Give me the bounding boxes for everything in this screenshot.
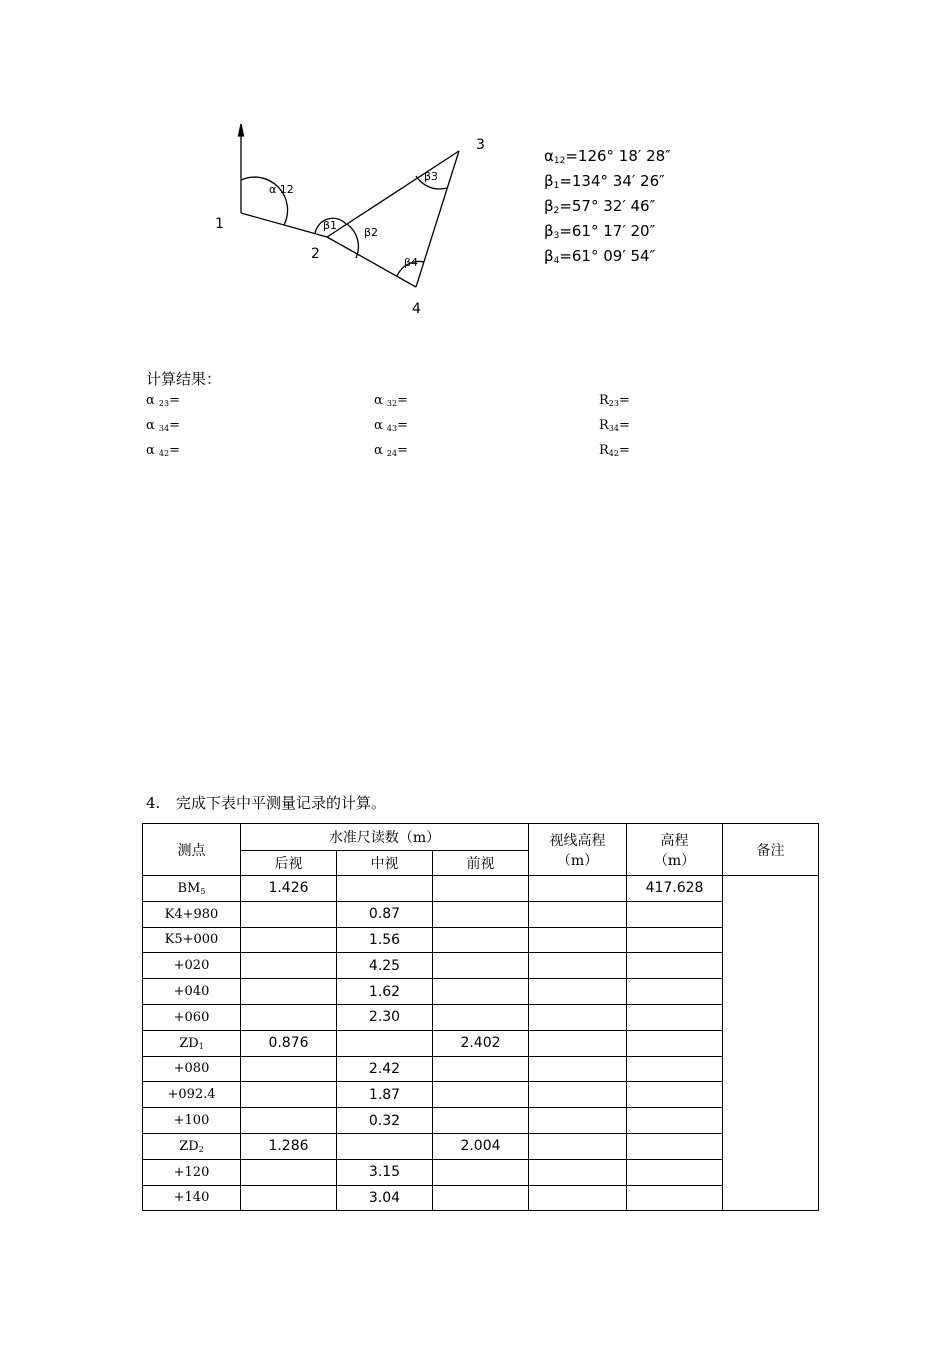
traverse-diagram [0, 0, 952, 340]
cell-backsight [241, 1004, 337, 1030]
result-equals: = [397, 443, 409, 458]
cell-foresight [433, 901, 529, 927]
given-value: =61° 17′ 20″ [559, 222, 656, 240]
given-symbol: β [544, 222, 554, 240]
cell-foresight: 2.402 [433, 1030, 529, 1056]
cell-backsight [241, 1108, 337, 1134]
station-name: +040 [173, 984, 210, 1000]
result-alpha-23 [146, 394, 180, 408]
station-subscript: 2 [198, 1144, 204, 1154]
result-equals: = [618, 443, 630, 458]
result-r-23 [599, 394, 630, 408]
table-row [143, 1082, 819, 1108]
header-intermediate: 中视 [337, 851, 433, 876]
cell-foresight [433, 1185, 529, 1211]
table-row [143, 1159, 819, 1185]
result-subscript: 32 [386, 399, 398, 408]
given-subscript: 3 [553, 231, 560, 241]
cell-intermediate: 0.87 [337, 901, 433, 927]
line-2-4 [327, 237, 419, 287]
cell-foresight [433, 1108, 529, 1134]
table-row [143, 1030, 819, 1056]
cell-backsight: 1.426 [241, 876, 337, 902]
cell-intermediate: 1.56 [337, 927, 433, 953]
result-symbol: α [146, 418, 159, 433]
cell-foresight: 2.004 [433, 1133, 529, 1159]
cell-intermediate: 0.32 [337, 1108, 433, 1134]
given-subscript: 12 [553, 156, 566, 166]
cell-elevation [627, 979, 723, 1005]
given-beta-2 [544, 199, 655, 216]
station-name: K5+000 [164, 932, 219, 948]
arc-beta-2 [347, 224, 358, 258]
cell-foresight [433, 1056, 529, 1082]
cell-station [143, 1004, 241, 1030]
result-subscript: 34 [158, 424, 170, 433]
cell-elevation: 417.628 [627, 876, 723, 902]
result-symbol: α [374, 393, 387, 408]
result-subscript: 42 [158, 449, 170, 458]
result-equals: = [618, 418, 630, 433]
table-row [143, 927, 819, 953]
result-equals: = [169, 443, 181, 458]
result-symbol: α [146, 393, 159, 408]
cell-elevation [627, 901, 723, 927]
header-staff-reading: 水准尺读数（m） [241, 824, 529, 851]
table-row [143, 876, 819, 902]
cell-intermediate: 3.04 [337, 1185, 433, 1211]
table-row [143, 953, 819, 979]
cell-station [143, 1159, 241, 1185]
cell-elevation [627, 1108, 723, 1134]
given-symbol: β [544, 172, 554, 190]
cell-intermediate: 2.30 [337, 1004, 433, 1030]
cell-sight-elevation [529, 901, 627, 927]
results-title: 计算结果： [146, 370, 222, 388]
header-sight-elevation [529, 824, 627, 876]
result-alpha-42 [146, 444, 180, 458]
cell-remarks [723, 876, 819, 1211]
cell-sight-elevation [529, 876, 627, 902]
result-alpha-32 [374, 394, 408, 408]
cell-foresight [433, 1082, 529, 1108]
cell-sight-elevation [529, 1056, 627, 1082]
cell-sight-elevation [529, 1108, 627, 1134]
result-equals: = [397, 393, 409, 408]
given-symbol: α [544, 147, 554, 165]
cell-intermediate [337, 1030, 433, 1056]
header-backsight: 后视 [241, 851, 337, 876]
station-name: ZD [179, 1035, 199, 1051]
cell-backsight [241, 1185, 337, 1211]
cell-sight-elevation [529, 1082, 627, 1108]
header-remarks: 备注 [723, 824, 819, 876]
cell-sight-elevation [529, 1004, 627, 1030]
line-2-3 [327, 151, 459, 237]
cell-sight-elevation [529, 979, 627, 1005]
result-subscript: 43 [386, 424, 398, 433]
cell-foresight [433, 927, 529, 953]
cell-backsight [241, 979, 337, 1005]
cell-foresight [433, 953, 529, 979]
result-equals: = [169, 393, 181, 408]
given-subscript: 4 [553, 256, 560, 266]
cell-sight-elevation [529, 953, 627, 979]
result-alpha-43 [374, 419, 408, 433]
cell-intermediate [337, 1133, 433, 1159]
station-name: BM [177, 880, 201, 896]
question-text: 完成下表中平测量记录的计算。 [176, 794, 387, 812]
station-name: +092.4 [167, 1087, 216, 1103]
given-beta-3 [544, 224, 655, 241]
result-subscript: 42 [608, 449, 619, 458]
header-elevation [627, 824, 723, 876]
point-label-1: 1 [215, 216, 224, 232]
cell-elevation [627, 1056, 723, 1082]
table-row [143, 901, 819, 927]
point-label-2: 2 [311, 246, 320, 262]
result-equals: = [618, 393, 630, 408]
angle-label-beta-2: β2 [364, 226, 379, 239]
cell-sight-elevation [529, 1030, 627, 1056]
cell-elevation [627, 1159, 723, 1185]
cell-elevation [627, 1185, 723, 1211]
table-row [143, 1004, 819, 1030]
cell-station [143, 953, 241, 979]
result-alpha-24 [374, 444, 408, 458]
given-alpha-12 [544, 149, 671, 166]
result-subscript: 23 [158, 399, 170, 408]
leveling-table [142, 823, 819, 1211]
result-subscript: 23 [608, 399, 619, 408]
cell-station [143, 927, 241, 953]
result-r-42 [599, 444, 630, 458]
cell-station [143, 1056, 241, 1082]
table-row [143, 1056, 819, 1082]
result-subscript: 24 [386, 449, 398, 458]
header-elevation-line1: 高程 [660, 832, 689, 849]
given-symbol: β [544, 247, 554, 265]
cell-foresight [433, 1004, 529, 1030]
cell-intermediate: 1.62 [337, 979, 433, 1005]
cell-intermediate: 1.87 [337, 1082, 433, 1108]
table-row [143, 1133, 819, 1159]
cell-foresight [433, 1159, 529, 1185]
station-subscript: 1 [198, 1041, 204, 1051]
angle-label-beta-1: β1 [323, 219, 338, 232]
cell-elevation [627, 1133, 723, 1159]
table-row [143, 1185, 819, 1211]
cell-backsight [241, 1159, 337, 1185]
cell-sight-elevation [529, 1185, 627, 1211]
cell-sight-elevation [529, 1159, 627, 1185]
cell-elevation [627, 927, 723, 953]
question-number: 4. [146, 794, 161, 812]
table-row [143, 1108, 819, 1134]
cell-station [143, 1185, 241, 1211]
cell-sight-elevation [529, 927, 627, 953]
result-r-34 [599, 419, 630, 433]
point-label-4: 4 [412, 301, 421, 317]
cell-elevation [627, 1082, 723, 1108]
point-label-3: 3 [476, 137, 485, 153]
result-symbol: α [374, 443, 387, 458]
cell-foresight [433, 979, 529, 1005]
angle-label-alpha-12: α 12 [269, 183, 294, 196]
given-value: =57° 32′ 46″ [559, 197, 656, 215]
result-symbol: α [374, 418, 387, 433]
angle-label-beta-3: β3 [424, 170, 439, 183]
station-name: ZD [179, 1138, 199, 1154]
header-elevation-unit: （m） [653, 852, 696, 869]
given-beta-4 [544, 249, 655, 266]
cell-backsight [241, 927, 337, 953]
cell-backsight [241, 901, 337, 927]
cell-backsight: 1.286 [241, 1133, 337, 1159]
cell-station [143, 901, 241, 927]
station-name: K4+980 [164, 906, 219, 922]
given-subscript: 1 [553, 181, 560, 191]
result-equals: = [169, 418, 181, 433]
angle-label-beta-4: β4 [404, 256, 419, 269]
cell-intermediate [337, 876, 433, 902]
cell-foresight [433, 876, 529, 902]
station-name: +120 [173, 1164, 210, 1180]
header-foresight: 前视 [433, 851, 529, 876]
result-symbol: R [599, 393, 609, 408]
station-subscript: 5 [200, 886, 206, 896]
given-value: =126° 18′ 28″ [565, 147, 671, 165]
cell-station [143, 1030, 241, 1056]
given-beta-1 [544, 174, 665, 191]
given-value: =61° 09′ 54″ [559, 247, 656, 265]
station-name: +060 [173, 1009, 210, 1025]
cell-intermediate: 2.42 [337, 1056, 433, 1082]
cell-station [143, 979, 241, 1005]
result-symbol: R [599, 443, 609, 458]
cell-backsight [241, 1082, 337, 1108]
question-4 [146, 792, 386, 813]
cell-station [143, 1082, 241, 1108]
cell-elevation [627, 1030, 723, 1056]
cell-backsight: 0.876 [241, 1030, 337, 1056]
result-symbol: α [146, 443, 159, 458]
cell-intermediate: 4.25 [337, 953, 433, 979]
cell-elevation [627, 1004, 723, 1030]
cell-intermediate: 3.15 [337, 1159, 433, 1185]
given-symbol: β [544, 197, 554, 215]
cell-station [143, 1108, 241, 1134]
north-arrow-head [239, 124, 244, 136]
station-name: +020 [173, 958, 210, 974]
header-sight-elevation-unit: （m） [556, 852, 599, 869]
cell-backsight [241, 1056, 337, 1082]
result-equals: = [397, 418, 409, 433]
table-row [143, 979, 819, 1005]
cell-station [143, 876, 241, 902]
cell-station [143, 1133, 241, 1159]
result-alpha-34 [146, 419, 180, 433]
cell-backsight [241, 953, 337, 979]
station-name: +140 [173, 1190, 210, 1206]
station-name: +100 [173, 1113, 210, 1129]
cell-elevation [627, 953, 723, 979]
result-symbol: R [599, 418, 609, 433]
station-name: +080 [173, 1061, 210, 1077]
header-station: 测点 [143, 824, 241, 876]
result-subscript: 34 [608, 424, 619, 433]
cell-sight-elevation [529, 1133, 627, 1159]
given-value: =134° 34′ 26″ [559, 172, 665, 190]
given-subscript: 2 [553, 206, 560, 216]
header-sight-elevation-line1: 视线高程 [549, 832, 606, 849]
